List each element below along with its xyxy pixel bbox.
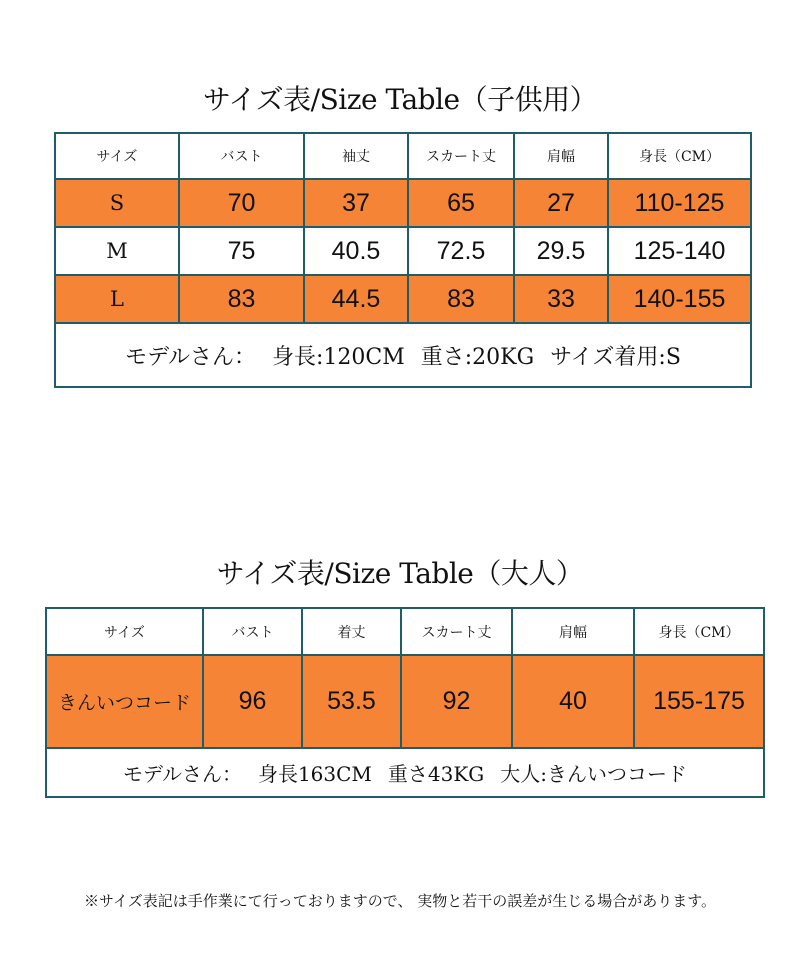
kids-size-table-title: サイズ表/Size Table（子供用） [202,83,598,116]
length-value: 53.5 [302,655,401,748]
header-length: 着丈 [302,608,401,655]
shoulder-value: 40 [512,655,634,748]
header-shoulder-width: 肩幅 [514,133,608,179]
sleeve-value: 40.5 [304,227,408,275]
size-label: S [55,179,179,227]
model-label: モデルさん： [122,762,242,786]
table-header-row [55,133,751,179]
model-info [55,323,751,387]
header-height: 身長（CM） [608,133,751,179]
shoulder-value: 33 [514,275,608,323]
header-sleeve-length: 袖丈 [304,133,408,179]
bust-value: 96 [203,655,302,748]
model-weight: 重さ:20KG [420,344,535,370]
model-info-row [55,323,751,387]
height-value: 110-125 [608,179,751,227]
model-height: 身長:120CM [271,344,405,370]
skirt-value: 72.5 [408,227,514,275]
table-header-row [46,608,764,655]
header-shoulder-width: 肩幅 [512,608,634,655]
header-bust: バスト [179,133,304,179]
model-info-row [46,748,764,797]
header-size: サイズ [55,133,179,179]
table-row [55,227,751,275]
header-skirt-length: スカート丈 [401,608,512,655]
height-value: 125-140 [608,227,751,275]
sleeve-value: 44.5 [304,275,408,323]
shoulder-value: 29.5 [514,227,608,275]
table-row [46,655,764,748]
size-label: M [55,227,179,275]
measurement-disclaimer: ※サイズ表記は手作業にて行っておりますので、 実物と若干の誤差が生じる場合があります。 [83,892,717,910]
height-value: 140-155 [608,275,751,323]
table-row [55,275,751,323]
bust-value: 75 [179,227,304,275]
height-value: 155-175 [634,655,764,748]
header-bust: バスト [203,608,302,655]
bust-value: 70 [179,179,304,227]
skirt-value: 92 [401,655,512,748]
size-label: きんいつコード [46,655,203,748]
model-label: モデルさん： [125,344,256,370]
table-row [55,179,751,227]
header-height: 身長（CM） [634,608,764,655]
skirt-value: 83 [408,275,514,323]
sleeve-value: 37 [304,179,408,227]
model-weight: 重さ43KG [387,762,485,786]
adult-size-table-title: サイズ表/Size Table（大人） [216,557,584,590]
size-label: L [55,275,179,323]
adult-size-table [45,607,765,798]
skirt-value: 65 [408,179,514,227]
bust-value: 83 [179,275,304,323]
model-height: 身長163CM [257,762,372,786]
header-size: サイズ [46,608,203,655]
model-info [46,748,764,797]
kids-size-table [54,132,752,388]
shoulder-value: 27 [514,179,608,227]
model-size: 大人:きんいつコード [500,762,688,786]
header-skirt-length: スカート丈 [408,133,514,179]
model-size: サイズ着用:S [550,344,681,370]
